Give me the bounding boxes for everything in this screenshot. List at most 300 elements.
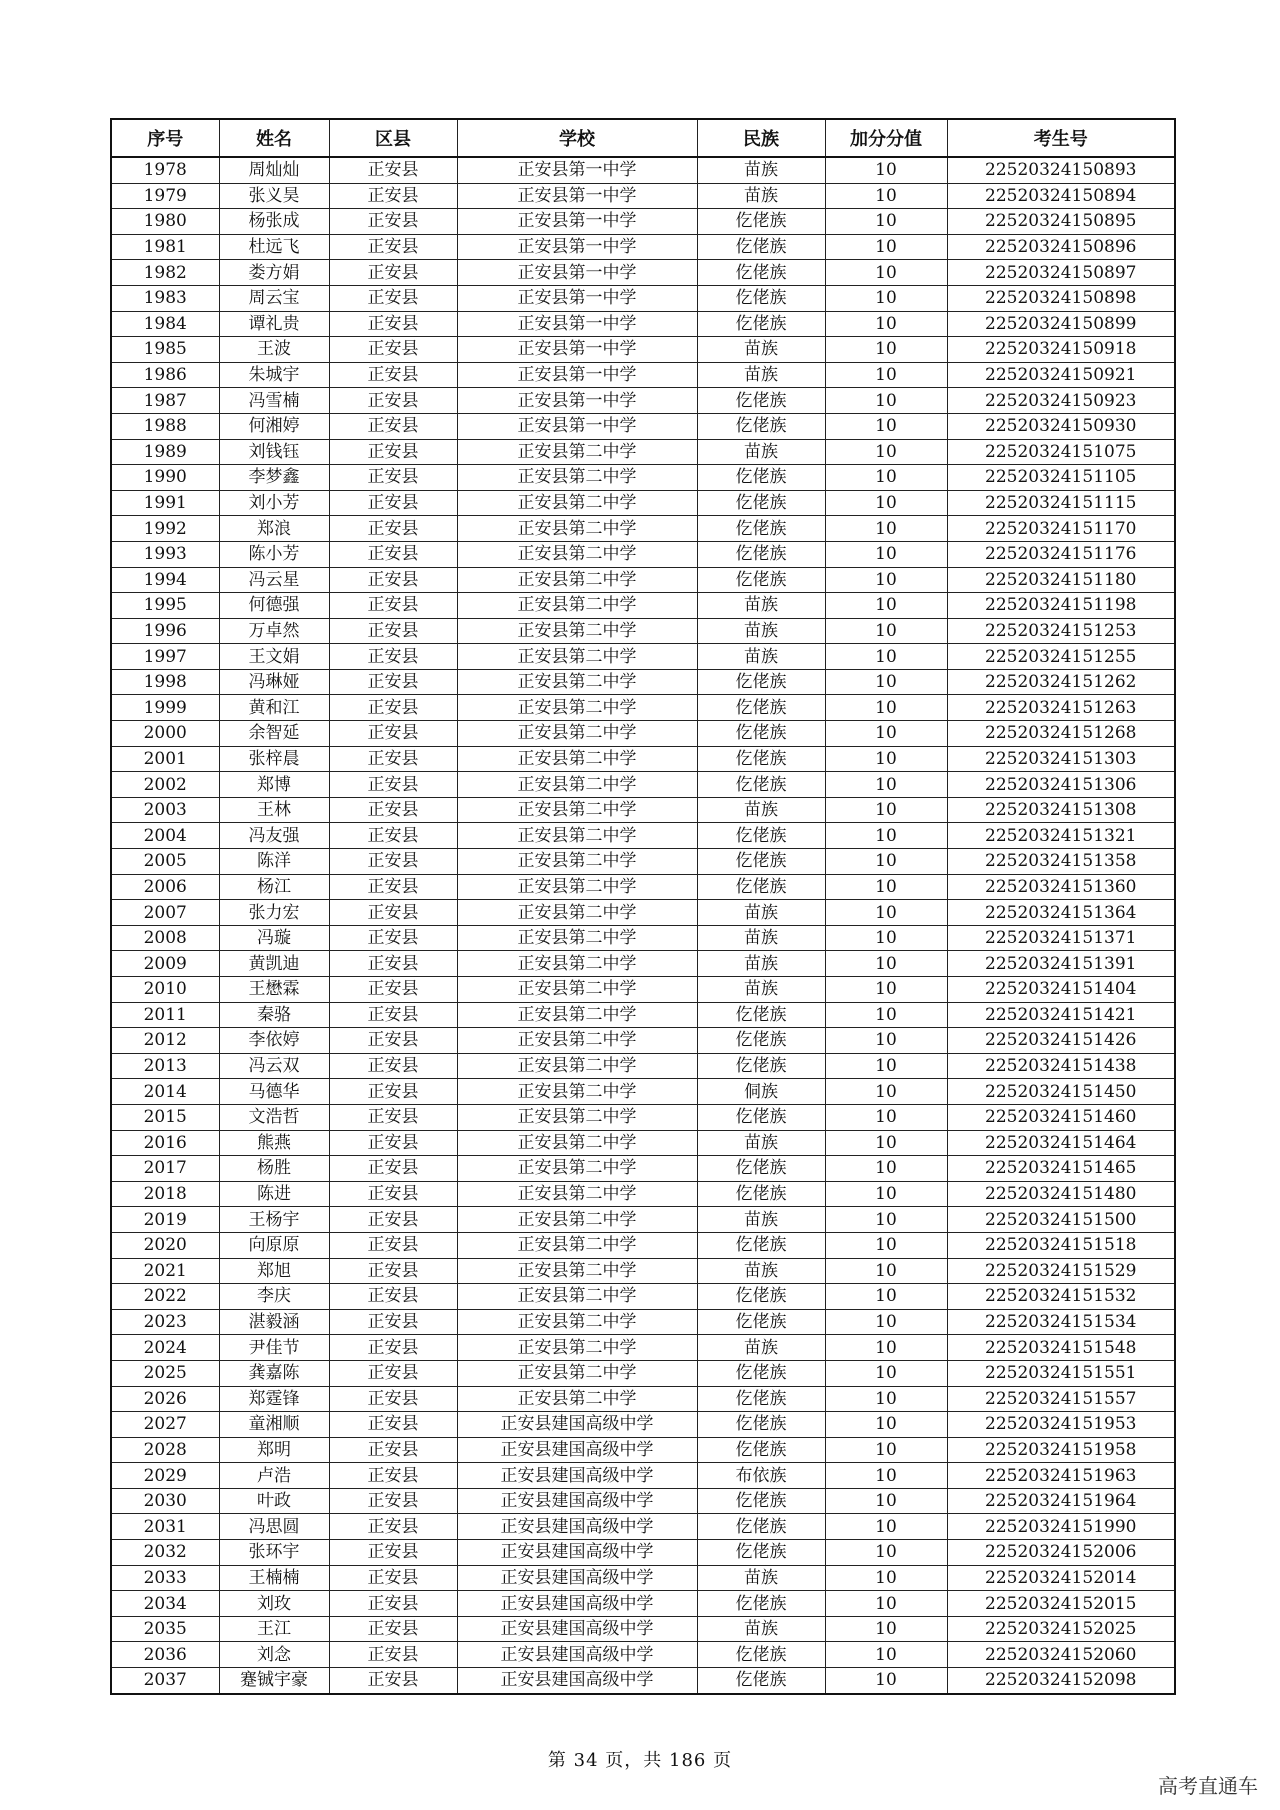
cell-school: 正安县第二中学: [457, 644, 697, 670]
cell-bonus: 10: [825, 1591, 947, 1617]
cell-bonus: 10: [825, 209, 947, 235]
cell-name: 向原原: [219, 1232, 329, 1258]
cell-name: 马德华: [219, 1079, 329, 1105]
cell-name: 杜远飞: [219, 234, 329, 260]
cell-exam-number: 22520324150898: [947, 285, 1175, 311]
cell-bonus: 10: [825, 1232, 947, 1258]
cell-serial: 2018: [111, 1181, 219, 1207]
cell-county: 正安县: [329, 465, 457, 491]
cell-ethnicity: 仡佬族: [697, 413, 825, 439]
cell-ethnicity: 仡佬族: [697, 1591, 825, 1617]
cell-exam-number: 22520324151253: [947, 618, 1175, 644]
cell-name: 刘钱钰: [219, 439, 329, 465]
cell-exam-number: 22520324151255: [947, 644, 1175, 670]
cell-name: 尹佳节: [219, 1335, 329, 1361]
table-row: [111, 951, 1175, 977]
cell-bonus: 10: [825, 234, 947, 260]
cell-ethnicity: 苗族: [697, 1335, 825, 1361]
cell-ethnicity: 仡佬族: [697, 1488, 825, 1514]
cell-exam-number: 22520324151371: [947, 925, 1175, 951]
cell-county: 正安县: [329, 1540, 457, 1566]
cell-ethnicity: 仡佬族: [697, 516, 825, 542]
cell-exam-number: 22520324151364: [947, 900, 1175, 926]
cell-name: 王江: [219, 1616, 329, 1642]
cell-exam-number: 22520324151518: [947, 1232, 1175, 1258]
cell-name: 张梓晨: [219, 746, 329, 772]
table-row: [111, 413, 1175, 439]
cell-exam-number: 22520324151460: [947, 1104, 1175, 1130]
cell-exam-number: 22520324150894: [947, 183, 1175, 209]
cell-exam-number: 22520324151404: [947, 977, 1175, 1003]
table-row: [111, 746, 1175, 772]
cell-bonus: 10: [825, 900, 947, 926]
table-row: [111, 1053, 1175, 1079]
cell-school: 正安县建国高级中学: [457, 1616, 697, 1642]
cell-county: 正安县: [329, 1309, 457, 1335]
cell-ethnicity: 苗族: [697, 618, 825, 644]
cell-serial: 2003: [111, 797, 219, 823]
cell-exam-number: 22520324151198: [947, 593, 1175, 619]
cell-bonus: 10: [825, 797, 947, 823]
cell-name: 王林: [219, 797, 329, 823]
cell-serial: 1995: [111, 593, 219, 619]
cell-name: 文浩哲: [219, 1104, 329, 1130]
cell-serial: 2006: [111, 874, 219, 900]
cell-ethnicity: 仡佬族: [697, 541, 825, 567]
cell-ethnicity: 仡佬族: [697, 746, 825, 772]
cell-school: 正安县第二中学: [457, 951, 697, 977]
cell-school: 正安县第二中学: [457, 797, 697, 823]
header-bonus-points: 加分分值: [825, 119, 947, 157]
cell-exam-number: 22520324152098: [947, 1668, 1175, 1694]
cell-name: 冯云双: [219, 1053, 329, 1079]
cell-exam-number: 22520324151534: [947, 1309, 1175, 1335]
table-row: [111, 465, 1175, 491]
cell-ethnicity: 仡佬族: [697, 1386, 825, 1412]
cell-county: 正安县: [329, 644, 457, 670]
cell-ethnicity: 仡佬族: [697, 874, 825, 900]
cell-exam-number: 22520324151115: [947, 490, 1175, 516]
cell-bonus: 10: [825, 772, 947, 798]
table-row: [111, 695, 1175, 721]
cell-school: 正安县第二中学: [457, 1028, 697, 1054]
table-row: [111, 1104, 1175, 1130]
cell-exam-number: 22520324151551: [947, 1360, 1175, 1386]
cell-serial: 2030: [111, 1488, 219, 1514]
table-row: [111, 209, 1175, 235]
cell-ethnicity: 仡佬族: [697, 1540, 825, 1566]
cell-ethnicity: 仡佬族: [697, 1642, 825, 1668]
page-number: 第 34 页，共 186 页: [547, 1750, 733, 1771]
cell-school: 正安县第二中学: [457, 977, 697, 1003]
table-row: [111, 721, 1175, 747]
cell-serial: 2035: [111, 1616, 219, 1642]
cell-school: 正安县第二中学: [457, 593, 697, 619]
cell-bonus: 10: [825, 362, 947, 388]
cell-county: 正安县: [329, 1232, 457, 1258]
cell-ethnicity: 仡佬族: [697, 388, 825, 414]
table-row: [111, 1028, 1175, 1054]
cell-serial: 1989: [111, 439, 219, 465]
cell-name: 卢浩: [219, 1463, 329, 1489]
cell-serial: 1987: [111, 388, 219, 414]
cell-county: 正安县: [329, 567, 457, 593]
cell-county: 正安县: [329, 1463, 457, 1489]
cell-ethnicity: 仡佬族: [697, 1412, 825, 1438]
cell-name: 冯思圆: [219, 1514, 329, 1540]
cell-exam-number: 22520324150930: [947, 413, 1175, 439]
cell-school: 正安县建国高级中学: [457, 1412, 697, 1438]
cell-name: 郑霆锋: [219, 1386, 329, 1412]
cell-school: 正安县第二中学: [457, 823, 697, 849]
cell-name: 郑博: [219, 772, 329, 798]
table-row: [111, 823, 1175, 849]
cell-name: 何德强: [219, 593, 329, 619]
cell-ethnicity: 苗族: [697, 1616, 825, 1642]
cell-name: 万卓然: [219, 618, 329, 644]
table-row: [111, 618, 1175, 644]
cell-ethnicity: 苗族: [697, 439, 825, 465]
cell-serial: 2011: [111, 1002, 219, 1028]
cell-ethnicity: 仡佬族: [697, 849, 825, 875]
cell-ethnicity: 仡佬族: [697, 1668, 825, 1694]
cell-bonus: 10: [825, 1360, 947, 1386]
cell-school: 正安县第二中学: [457, 1130, 697, 1156]
cell-school: 正安县第二中学: [457, 925, 697, 951]
cell-school: 正安县第一中学: [457, 209, 697, 235]
header-serial: 序号: [111, 119, 219, 157]
cell-school: 正安县第二中学: [457, 1002, 697, 1028]
cell-name: 王文娟: [219, 644, 329, 670]
cell-serial: 2020: [111, 1232, 219, 1258]
cell-exam-number: 22520324151421: [947, 1002, 1175, 1028]
cell-name: 余智延: [219, 721, 329, 747]
cell-ethnicity: 苗族: [697, 797, 825, 823]
cell-name: 龚嘉陈: [219, 1360, 329, 1386]
cell-bonus: 10: [825, 1104, 947, 1130]
cell-exam-number: 22520324151990: [947, 1514, 1175, 1540]
cell-county: 正安县: [329, 1565, 457, 1591]
cell-exam-number: 22520324150895: [947, 209, 1175, 235]
table-row: [111, 1668, 1175, 1694]
cell-county: 正安县: [329, 849, 457, 875]
cell-bonus: 10: [825, 1335, 947, 1361]
cell-bonus: 10: [825, 157, 947, 183]
cell-ethnicity: 苗族: [697, 1565, 825, 1591]
cell-ethnicity: 仡佬族: [697, 1360, 825, 1386]
cell-bonus: 10: [825, 849, 947, 875]
cell-county: 正安县: [329, 1002, 457, 1028]
table-row: [111, 1412, 1175, 1438]
cell-bonus: 10: [825, 1130, 947, 1156]
cell-ethnicity: 苗族: [697, 183, 825, 209]
cell-serial: 1990: [111, 465, 219, 491]
cell-school: 正安县第二中学: [457, 721, 697, 747]
cell-ethnicity: 仡佬族: [697, 1514, 825, 1540]
cell-exam-number: 22520324151450: [947, 1079, 1175, 1105]
cell-exam-number: 22520324151426: [947, 1028, 1175, 1054]
cell-exam-number: 22520324150899: [947, 311, 1175, 337]
cell-name: 杨江: [219, 874, 329, 900]
cell-serial: 1982: [111, 260, 219, 286]
cell-county: 正安县: [329, 1207, 457, 1233]
cell-school: 正安县建国高级中学: [457, 1642, 697, 1668]
cell-county: 正安县: [329, 695, 457, 721]
cell-county: 正安县: [329, 977, 457, 1003]
cell-serial: 1991: [111, 490, 219, 516]
table-row: [111, 285, 1175, 311]
cell-serial: 2010: [111, 977, 219, 1003]
cell-school: 正安县建国高级中学: [457, 1514, 697, 1540]
cell-serial: 1984: [111, 311, 219, 337]
cell-serial: 2029: [111, 1463, 219, 1489]
cell-county: 正安县: [329, 925, 457, 951]
cell-county: 正安县: [329, 516, 457, 542]
cell-school: 正安县第二中学: [457, 490, 697, 516]
table-row: [111, 1565, 1175, 1591]
cell-name: 刘小芳: [219, 490, 329, 516]
cell-bonus: 10: [825, 1207, 947, 1233]
cell-county: 正安县: [329, 413, 457, 439]
table-row: [111, 311, 1175, 337]
cell-serial: 1997: [111, 644, 219, 670]
cell-school: 正安县第二中学: [457, 849, 697, 875]
cell-name: 娄方娟: [219, 260, 329, 286]
cell-bonus: 10: [825, 977, 947, 1003]
cell-ethnicity: 仡佬族: [697, 490, 825, 516]
table-row: [111, 1309, 1175, 1335]
cell-serial: 2037: [111, 1668, 219, 1694]
cell-bonus: 10: [825, 439, 947, 465]
cell-serial: 2015: [111, 1104, 219, 1130]
cell-exam-number: 22520324151308: [947, 797, 1175, 823]
cell-school: 正安县第二中学: [457, 1386, 697, 1412]
table-row: [111, 1591, 1175, 1617]
cell-name: 张力宏: [219, 900, 329, 926]
cell-exam-number: 22520324151964: [947, 1488, 1175, 1514]
cell-exam-number: 22520324151958: [947, 1437, 1175, 1463]
cell-bonus: 10: [825, 874, 947, 900]
cell-school: 正安县第一中学: [457, 234, 697, 260]
cell-bonus: 10: [825, 311, 947, 337]
cell-name: 冯璇: [219, 925, 329, 951]
cell-county: 正安县: [329, 362, 457, 388]
cell-bonus: 10: [825, 1181, 947, 1207]
cell-name: 王懋霖: [219, 977, 329, 1003]
cell-exam-number: 22520324151438: [947, 1053, 1175, 1079]
cell-county: 正安县: [329, 388, 457, 414]
cell-ethnicity: 仡佬族: [697, 465, 825, 491]
table-row: [111, 977, 1175, 1003]
cell-school: 正安县第二中学: [457, 1053, 697, 1079]
cell-name: 谭礼贵: [219, 311, 329, 337]
cell-ethnicity: 苗族: [697, 1130, 825, 1156]
cell-county: 正安县: [329, 1616, 457, 1642]
cell-county: 正安县: [329, 900, 457, 926]
cell-name: 杨张成: [219, 209, 329, 235]
table-row: [111, 1181, 1175, 1207]
cell-county: 正安县: [329, 1053, 457, 1079]
table-row: [111, 183, 1175, 209]
cell-name: 陈洋: [219, 849, 329, 875]
cell-name: 叶政: [219, 1488, 329, 1514]
cell-name: 李依婷: [219, 1028, 329, 1054]
cell-name: 冯友强: [219, 823, 329, 849]
cell-county: 正安县: [329, 285, 457, 311]
cell-county: 正安县: [329, 1514, 457, 1540]
cell-school: 正安县第二中学: [457, 1079, 697, 1105]
cell-ethnicity: 仡佬族: [697, 1309, 825, 1335]
cell-exam-number: 22520324151321: [947, 823, 1175, 849]
table-row: [111, 157, 1175, 183]
cell-name: 冯雪楠: [219, 388, 329, 414]
cell-exam-number: 22520324152006: [947, 1540, 1175, 1566]
table-row: [111, 1207, 1175, 1233]
table-row: [111, 900, 1175, 926]
cell-county: 正安县: [329, 1181, 457, 1207]
cell-name: 冯琳娅: [219, 669, 329, 695]
cell-serial: 2033: [111, 1565, 219, 1591]
cell-ethnicity: 仡佬族: [697, 1181, 825, 1207]
cell-bonus: 10: [825, 746, 947, 772]
table-row: [111, 1130, 1175, 1156]
cell-name: 张环宇: [219, 1540, 329, 1566]
cell-ethnicity: 仡佬族: [697, 721, 825, 747]
cell-exam-number: 22520324151953: [947, 1412, 1175, 1438]
cell-county: 正安县: [329, 1437, 457, 1463]
cell-bonus: 10: [825, 1488, 947, 1514]
cell-school: 正安县第二中学: [457, 900, 697, 926]
table-row: [111, 388, 1175, 414]
cell-exam-number: 22520324151303: [947, 746, 1175, 772]
cell-bonus: 10: [825, 695, 947, 721]
cell-name: 王楠楠: [219, 1565, 329, 1591]
cell-ethnicity: 仡佬族: [697, 1232, 825, 1258]
table-body: [111, 157, 1175, 1694]
cell-school: 正安县第二中学: [457, 1309, 697, 1335]
cell-exam-number: 22520324152014: [947, 1565, 1175, 1591]
cell-name: 郑旭: [219, 1258, 329, 1284]
cell-serial: 2026: [111, 1386, 219, 1412]
cell-exam-number: 22520324150923: [947, 388, 1175, 414]
cell-county: 正安县: [329, 874, 457, 900]
cell-ethnicity: 苗族: [697, 362, 825, 388]
cell-bonus: 10: [825, 1053, 947, 1079]
cell-serial: 1992: [111, 516, 219, 542]
cell-name: 张义昊: [219, 183, 329, 209]
cell-county: 正安县: [329, 823, 457, 849]
table-row: [111, 1079, 1175, 1105]
cell-serial: 1998: [111, 669, 219, 695]
cell-exam-number: 22520324151465: [947, 1156, 1175, 1182]
cell-county: 正安县: [329, 746, 457, 772]
cell-serial: 2036: [111, 1642, 219, 1668]
cell-county: 正安县: [329, 593, 457, 619]
cell-ethnicity: 仡佬族: [697, 260, 825, 286]
cell-serial: 2019: [111, 1207, 219, 1233]
cell-school: 正安县第二中学: [457, 669, 697, 695]
table-row: [111, 1258, 1175, 1284]
cell-county: 正安县: [329, 1156, 457, 1182]
cell-county: 正安县: [329, 1104, 457, 1130]
table-row: [111, 1463, 1175, 1489]
cell-school: 正安县第二中学: [457, 516, 697, 542]
cell-exam-number: 22520324152015: [947, 1591, 1175, 1617]
cell-ethnicity: 仡佬族: [697, 1437, 825, 1463]
cell-exam-number: 22520324151306: [947, 772, 1175, 798]
table-row: [111, 1360, 1175, 1386]
cell-name: 郑浪: [219, 516, 329, 542]
cell-bonus: 10: [825, 1668, 947, 1694]
cell-bonus: 10: [825, 1258, 947, 1284]
cell-name: 陈进: [219, 1181, 329, 1207]
cell-school: 正安县第二中学: [457, 1360, 697, 1386]
cell-school: 正安县第一中学: [457, 157, 697, 183]
cell-county: 正安县: [329, 1386, 457, 1412]
cell-name: 朱城宇: [219, 362, 329, 388]
cell-serial: 2002: [111, 772, 219, 798]
cell-ethnicity: 仡佬族: [697, 311, 825, 337]
cell-exam-number: 22520324151529: [947, 1258, 1175, 1284]
cell-serial: 2004: [111, 823, 219, 849]
cell-bonus: 10: [825, 1565, 947, 1591]
cell-county: 正安县: [329, 209, 457, 235]
cell-bonus: 10: [825, 1386, 947, 1412]
cell-county: 正安县: [329, 1360, 457, 1386]
cell-exam-number: 22520324150921: [947, 362, 1175, 388]
cell-serial: 1983: [111, 285, 219, 311]
cell-serial: 2022: [111, 1284, 219, 1310]
cell-ethnicity: 仡佬族: [697, 285, 825, 311]
cell-serial: 1994: [111, 567, 219, 593]
cell-name: 刘玫: [219, 1591, 329, 1617]
table-row: [111, 669, 1175, 695]
cell-name: 郑明: [219, 1437, 329, 1463]
cell-name: 李庆: [219, 1284, 329, 1310]
cell-name: 李梦鑫: [219, 465, 329, 491]
cell-exam-number: 22520324152060: [947, 1642, 1175, 1668]
table-row: [111, 234, 1175, 260]
table-row: [111, 1488, 1175, 1514]
cell-county: 正安县: [329, 797, 457, 823]
cell-county: 正安县: [329, 951, 457, 977]
cell-ethnicity: 仡佬族: [697, 1104, 825, 1130]
cell-serial: 1993: [111, 541, 219, 567]
cell-serial: 1988: [111, 413, 219, 439]
cell-bonus: 10: [825, 1437, 947, 1463]
header-school: 学校: [457, 119, 697, 157]
cell-bonus: 10: [825, 388, 947, 414]
table-row: [111, 490, 1175, 516]
cell-school: 正安县第二中学: [457, 567, 697, 593]
cell-bonus: 10: [825, 1284, 947, 1310]
cell-ethnicity: 仡佬族: [697, 1028, 825, 1054]
cell-bonus: 10: [825, 183, 947, 209]
cell-school: 正安县建国高级中学: [457, 1540, 697, 1566]
cell-name: 冯云星: [219, 567, 329, 593]
cell-school: 正安县第一中学: [457, 260, 697, 286]
cell-county: 正安县: [329, 490, 457, 516]
cell-serial: 2008: [111, 925, 219, 951]
table-row: [111, 849, 1175, 875]
cell-school: 正安县第二中学: [457, 1104, 697, 1130]
cell-school: 正安县建国高级中学: [457, 1463, 697, 1489]
cell-serial: 2000: [111, 721, 219, 747]
table-row: [111, 1002, 1175, 1028]
cell-school: 正安县第二中学: [457, 1258, 697, 1284]
cell-county: 正安县: [329, 772, 457, 798]
table-row: [111, 874, 1175, 900]
